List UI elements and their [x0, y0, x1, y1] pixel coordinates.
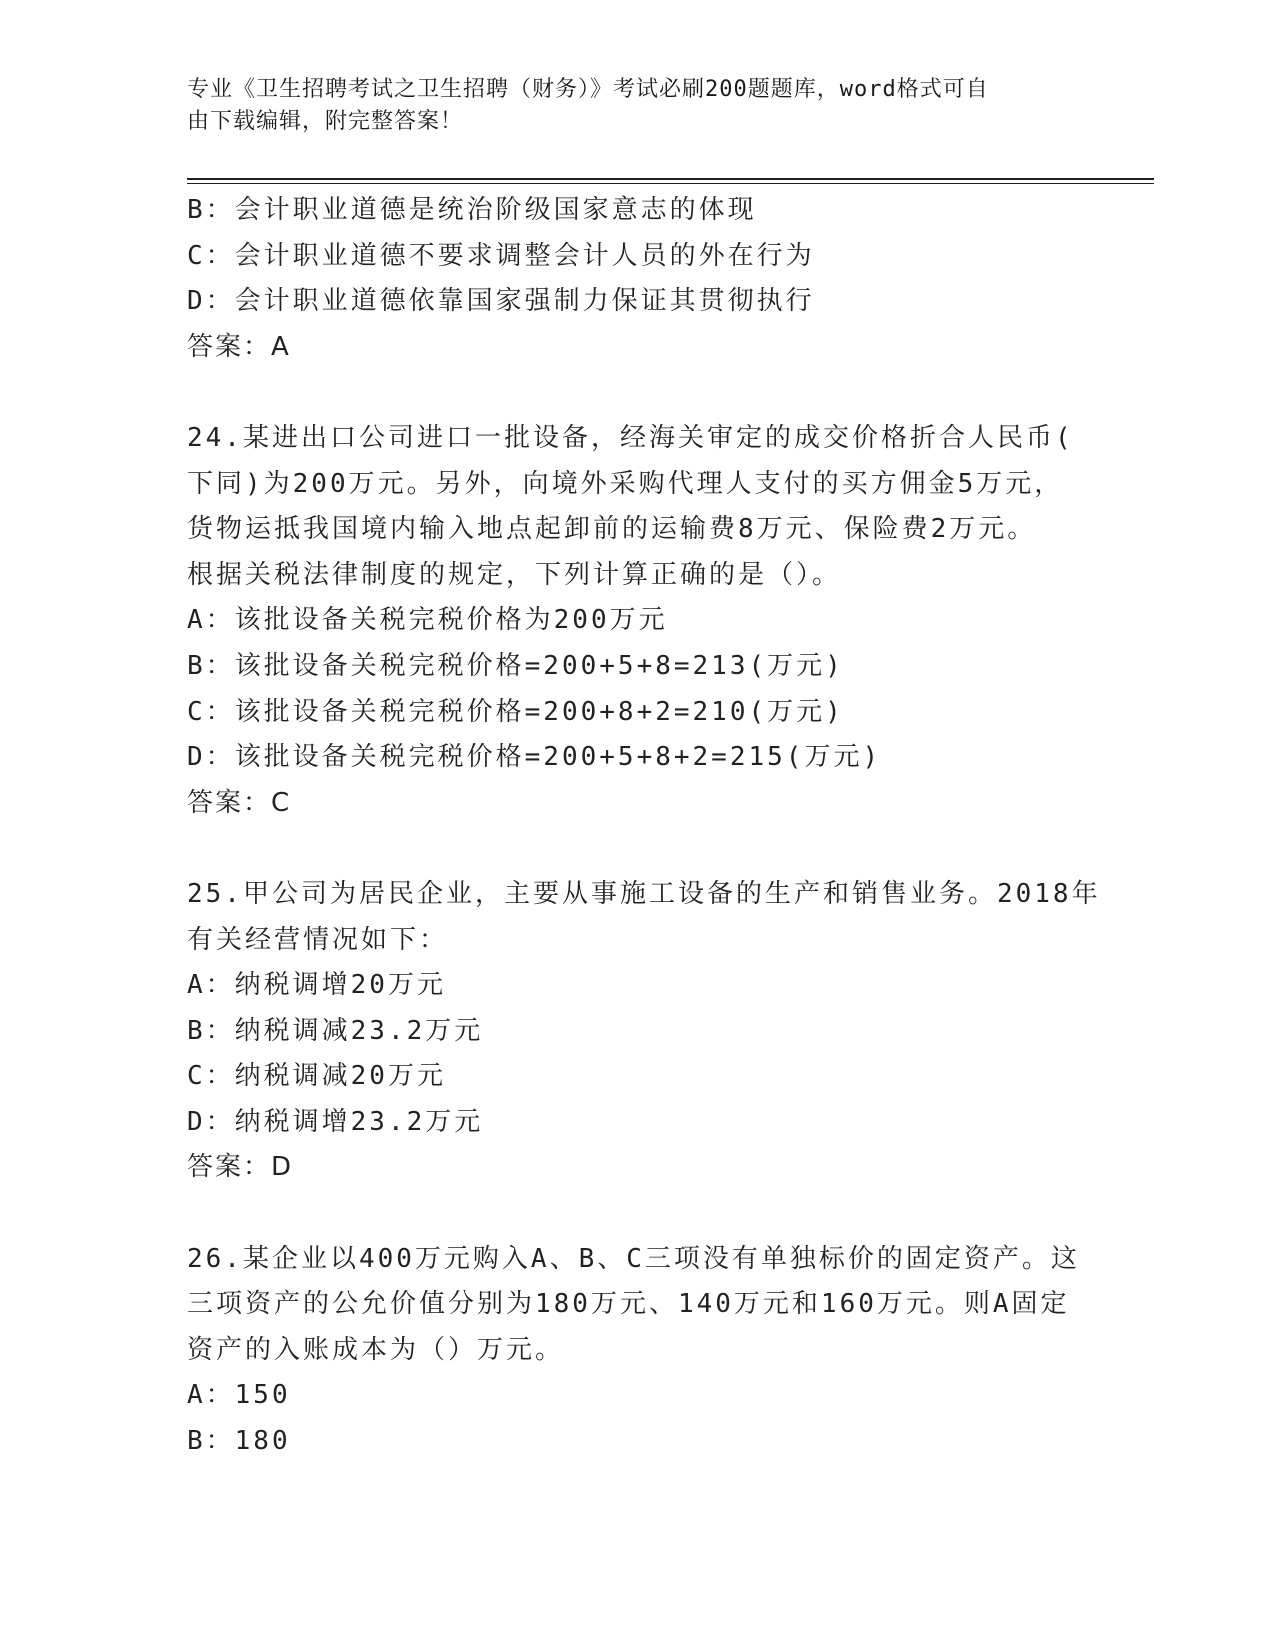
- question-26-option-a: A：150: [187, 1380, 291, 1411]
- option-d: D：会计职业道德依靠国家强制力保证其贯彻执行: [187, 286, 815, 317]
- question-25-stem-1: 25.甲公司为居民企业，主要从事施工设备的生产和销售业务。2018年: [187, 878, 1101, 909]
- header-rule-thick: [187, 178, 1154, 180]
- question-24-option-b: B：该批设备关税完税价格=200+5+8=213(万元): [187, 650, 844, 681]
- spacer: [187, 1191, 1087, 1237]
- question-25-option-b: B：纳税调减23.2万元: [187, 1015, 484, 1046]
- question-24-stem-4: 根据关税法律制度的规定，下列计算正确的是（）。: [187, 559, 842, 590]
- question-26-stem-1: 26.某企业以400万元购入A、B、C三项没有单独标价的固定资产。这: [187, 1243, 1080, 1274]
- question-24-option-d: D：该批设备关税完税价格=200+5+8+2=215(万元): [187, 742, 882, 773]
- question-25-option-c: C：纳税调减20万元: [187, 1061, 446, 1092]
- question-24-option-a: A：该批设备关税完税价格为200万元: [187, 605, 668, 636]
- spacer: [187, 826, 1087, 872]
- question-content: [187, 188, 1101, 1465]
- question-24-option-c: C：该批设备关税完税价格=200+8+2=210(万元): [187, 696, 844, 727]
- question-26-stem-3: 资产的入账成本为（）万元。: [187, 1334, 565, 1365]
- header-rule-thin: [187, 183, 1154, 184]
- question-24-stem-2: 下同)为200万元。另外，向境外采购代理人支付的买方佣金5万元，: [187, 468, 1064, 499]
- header-line-1: 专业《卫生招聘考试之卫生招聘（财务）》考试必刷200题题库，word格式可自: [187, 77, 989, 102]
- option-b: B：会计职业道德是统治阶级国家意志的体现: [187, 195, 757, 225]
- question-24-stem-1: 24.某进出口公司进口一批设备，经海关审定的成交价格折合人民币(: [187, 422, 1074, 453]
- spacer: [187, 370, 1087, 416]
- question-25-option-d: D：纳税调增23.2万元: [187, 1106, 484, 1137]
- question-26-stem-2: 三项资产的公允价值分别为180万元、140万元和160万元。则A固定: [187, 1289, 1070, 1320]
- question-25-stem-2: 有关经营情况如下：: [187, 924, 449, 955]
- question-24-stem-3: 货物运抵我国境内输入地点起卸前的运输费8万元、保险费2万元。: [187, 514, 1037, 545]
- header-line-2: 由下载编辑，附完整答案！: [187, 109, 464, 134]
- question-25-option-a: A：纳税调增20万元: [187, 970, 446, 1001]
- answer-line: 答案：A: [187, 331, 291, 362]
- question-24-answer: 答案：C: [187, 787, 292, 818]
- question-26-option-b: B：180: [187, 1426, 291, 1457]
- question-25-answer: 答案：D: [187, 1152, 294, 1183]
- option-c: C：会计职业道德不要求调整会计人员的外在行为: [187, 240, 815, 271]
- document-header: [187, 74, 1067, 138]
